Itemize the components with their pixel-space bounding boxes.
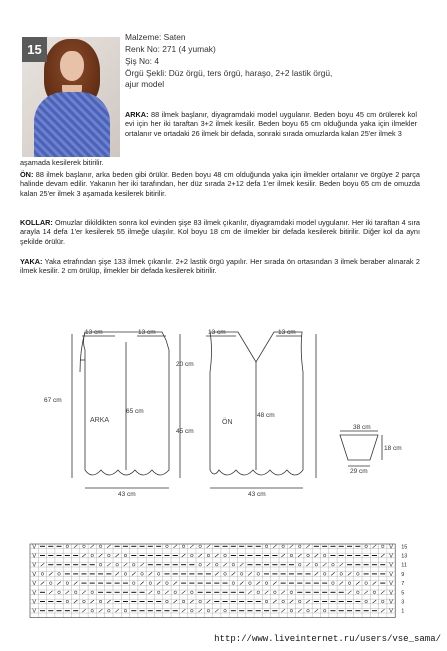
chart-edge-symbol: V xyxy=(32,562,36,569)
dim-shoulder-back-left: 13 cm xyxy=(85,329,103,336)
chart-edge-symbol: V xyxy=(389,571,393,578)
dim-width-back: 43 cm xyxy=(118,491,136,498)
chart-row-number: 11 xyxy=(401,562,407,569)
dim-shoulder-front-left: 13 cm xyxy=(208,329,226,336)
yaka-paragraph xyxy=(20,257,420,276)
dim-shoulder-back-right: 13 cm xyxy=(138,329,156,336)
chart-edge-symbol: V xyxy=(32,581,36,588)
chart-edge-symbol: V xyxy=(389,544,393,551)
yaka-text: Yaka etrafından şişe 133 ilmek çıkarılır. 2+2 lastik örgü yapılır. Her sırada ön ortasından 3 ilmek beraber alınarak 2 ilmek kesilir. 2 cm örülüp, ilmekler bir defada kesilerek bitirilir. xyxy=(20,257,420,276)
on-text: 88 ilmek başlanır, arka beden gibi örülür. Beden boyu 48 cm olduğunda yaka için ilmekler ortalanır ve örgüye 2 parça halinde devam edilir. Yakanın her iki tarafından, her düz sırada 2+12 defa 1'er ilmek kesilir. Beden boyu 65 cm de omuzda kalan 25'er ilmek 3 aşamada kesilerek bitirilir. xyxy=(20,170,420,198)
yaka-label: YAKA: xyxy=(20,257,43,266)
dim-armhole: 20 cm xyxy=(176,361,194,368)
kollar-text: Omuzlar dikildikten sonra kol evinden şişe 83 ilmek çıkarılır, diyagramdaki model uygulanır. Her iki taraftan 4 sıra arayla 14 defa 1'er kesilerek 55 ilmeğe ulaşılır. Kol boyu 18 cm de ilmekler bir defada kesilerek bitirilir. Diğer kol da aynı şekilde örülür. xyxy=(20,218,420,246)
chart-edge-symbol: V xyxy=(389,599,393,606)
arka-label: ARKA: xyxy=(125,110,149,119)
chart-edge-symbol: V xyxy=(32,544,36,551)
dim-body-65: 65 cm xyxy=(126,408,144,415)
chart-row-number: 1 xyxy=(401,608,405,615)
chart-row-number: 15 xyxy=(401,544,408,551)
source-url: http://www.liveinternet.ru/users/vse_sama/ xyxy=(214,634,441,644)
chart-edge-symbol: V xyxy=(32,608,36,615)
on-label: ÖN: xyxy=(20,170,34,179)
stitch-line-1: Örgü Şekli: Düz örgü, ters örgü, haraşo, 2+2 lastik örgü, xyxy=(125,68,333,78)
chart-edge-symbol: V xyxy=(32,590,36,597)
stitch-line-2: ajur model xyxy=(125,79,165,89)
dim-sleeve-height: 18 cm xyxy=(384,445,402,452)
front-piece-outline xyxy=(210,332,303,475)
back-label: ARKA xyxy=(90,417,110,424)
chart-edge-symbol: V xyxy=(389,590,393,597)
dim-sleeve-top: 38 cm xyxy=(353,424,371,431)
arka-paragraph xyxy=(125,110,417,138)
chart-row-number: 13 xyxy=(401,553,408,560)
garment-schematic xyxy=(0,320,447,500)
page-number-badge: 15 xyxy=(22,37,47,62)
dim-width-front: 43 cm xyxy=(248,491,266,498)
sleeve-outline xyxy=(340,435,378,460)
chart-edge-symbol: V xyxy=(389,562,393,569)
chart-edge-symbol: V xyxy=(32,571,36,578)
front-label: ÖN xyxy=(222,419,233,426)
chart-row-number: 3 xyxy=(401,599,405,606)
chart-edge-symbol: V xyxy=(389,553,393,560)
chart-row-number: 5 xyxy=(401,590,405,597)
kollar-label: KOLLAR: xyxy=(20,218,53,227)
dim-total-height: 67 cm xyxy=(44,397,62,404)
stitch-chart xyxy=(0,540,447,620)
dim-sleeve-bottom: 29 cm xyxy=(350,468,368,475)
on-paragraph xyxy=(20,170,420,198)
chart-row-number: 9 xyxy=(401,571,405,578)
chart-row-number: 7 xyxy=(401,581,405,588)
dim-shoulder-front-right: 13 cm xyxy=(278,329,296,336)
chart-edge-symbol: V xyxy=(32,599,36,606)
color-line: Renk No: 271 (4 yumak) xyxy=(125,44,216,54)
needle-line: Şiş No: 4 xyxy=(125,56,159,66)
chart-edge-symbol: V xyxy=(389,608,393,615)
kollar-paragraph xyxy=(20,218,420,246)
chart-edge-symbol: V xyxy=(389,581,393,588)
dim-side-back: 45 cm xyxy=(176,428,194,435)
chart-edge-symbol: V xyxy=(32,553,36,560)
material-line: Malzeme: Saten xyxy=(125,32,186,42)
dim-body-48: 48 cm xyxy=(257,412,275,419)
arka-text: 88 ilmek başlanır, diyagramdaki model uygulanır. Beden boyu 45 cm örülerek kol evi için her iki taraftan 3+2 ilmek kesilir. Beden boyu 65 cm olduğunda yaka için ilmekler ortalanır ve ortadaki 26 ilmek bir defada, sonraki sırada omuzlarda kalan 25'er ilmek 3 xyxy=(125,110,417,138)
arka-paragraph-end: aşamada kesilerek bitirilir. xyxy=(20,158,104,167)
